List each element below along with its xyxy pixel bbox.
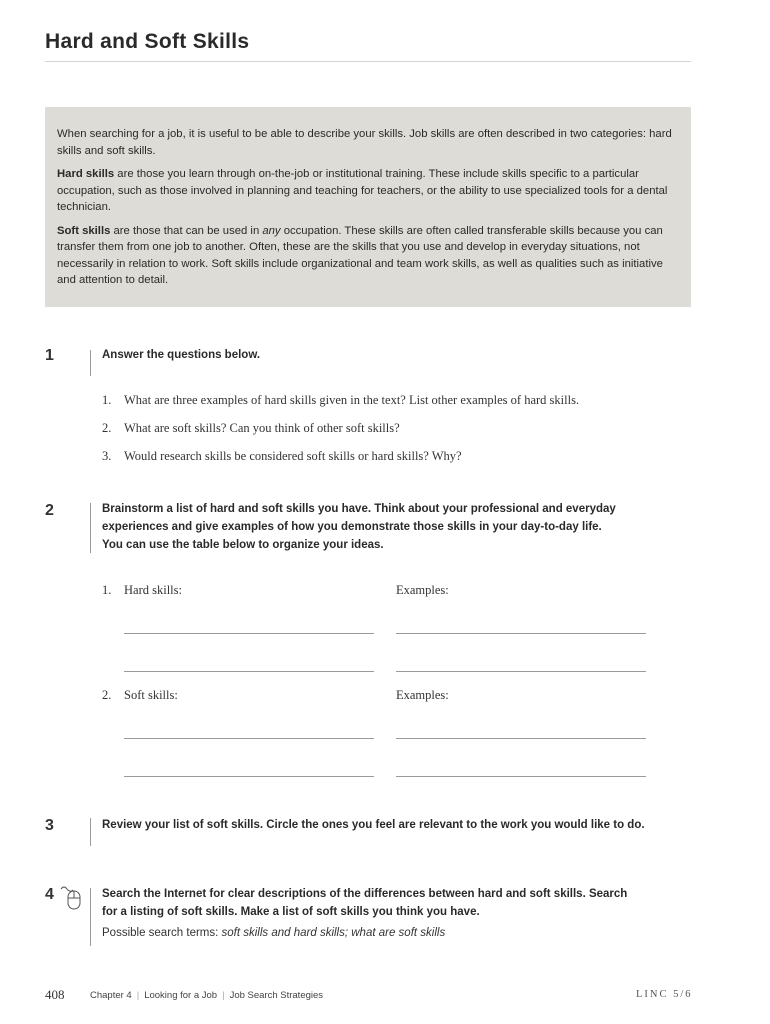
soft-skills-number: 2.	[102, 688, 112, 702]
activity-3-number: 3	[45, 817, 54, 834]
activity-2-number: 2	[45, 502, 54, 519]
question-1-text: What are three examples of hard skills given in the text? List other examples of hard skills.	[124, 393, 580, 407]
hard-skill-example-write-line-1[interactable]	[396, 633, 646, 634]
series-label: LINC 5/6	[636, 989, 693, 1000]
intro-paragraph-1: When searching for a job, it is useful to be able to describe your skills. Job skills are often described in two categories: hard skills and soft skills.	[57, 128, 672, 157]
activity-4-instruction-line-2: for a listing of soft skills. Make a list of soft skills you think you have.	[102, 906, 480, 918]
hard-skills-label: Hard skills:	[124, 583, 182, 597]
title-divider	[45, 61, 691, 62]
activity-2-divider	[90, 503, 91, 553]
page-title: Hard and Soft Skills	[45, 30, 250, 53]
hard-skills-term: Hard skills	[57, 168, 115, 180]
search-terms: Possible search terms: soft skills and hard skills; what are soft skills	[102, 927, 446, 939]
question-3-number: 3.	[102, 449, 112, 463]
soft-skill-write-line-1[interactable]	[124, 738, 374, 739]
soft-skill-example-write-line-2[interactable]	[396, 776, 646, 777]
hard-skills-number: 1.	[102, 583, 112, 597]
question-2-text: What are soft skills? Can you think of other soft skills?	[124, 421, 400, 435]
activity-2-instruction-line-3: You can use the table below to organize your ideas.	[102, 539, 384, 551]
soft-skills-label: Soft skills:	[124, 688, 178, 702]
intro-box	[45, 107, 691, 307]
activity-3-instruction: Review your list of soft skills. Circle the ones you feel are relevant to the work you would like to do.	[102, 819, 645, 831]
activity-2-instruction-line-1: Brainstorm a list of hard and soft skills you have. Think about your professional and everyday	[102, 503, 616, 515]
page-number: 408	[45, 987, 65, 1002]
intro-paragraph-2: Hard skills are those you learn through on-the-job or institutional training. These include skills specific to a particular occupation, such as those involved in planning and teaching for teachers, or the ability to use specialized tools for a dental technician.	[57, 168, 668, 213]
hard-skill-example-write-line-2[interactable]	[396, 671, 646, 672]
mouse-icon	[58, 883, 84, 913]
question-1-number: 1.	[102, 393, 112, 407]
soft-skill-write-line-2[interactable]	[124, 776, 374, 777]
activity-4-number: 4	[45, 886, 54, 903]
activity-4-instruction-line-1: Search the Internet for clear descriptions of the differences between hard and soft skills. Search	[102, 888, 628, 900]
hard-skill-write-line-1[interactable]	[124, 633, 374, 634]
activity-1-instruction: Answer the questions below.	[102, 349, 261, 361]
footer-breadcrumb: Chapter 4 | Looking for a Job | Job Search Strategies	[90, 990, 324, 1001]
activity-3-divider	[90, 818, 91, 846]
question-2-number: 2.	[102, 421, 112, 435]
soft-skills-term: Soft skills	[57, 224, 111, 237]
activity-4-divider	[90, 888, 91, 946]
hard-skill-write-line-2[interactable]	[124, 671, 374, 672]
soft-skills-examples-label: Examples:	[396, 688, 449, 702]
intro-paragraph-3: Soft skills are those that can be used in any occupation. These skills are often called transferable skills because you can transfer them from one job to another. Often, these are the skills that you use and develop in everyday situations, not necessarily in relation to work. Soft skills include organizational and team work skills, as well as qualities such as initiative and attention to detail.	[57, 224, 663, 286]
activity-1-number: 1	[45, 347, 54, 364]
question-3-text: Would research skills be considered soft skills or hard skills? Why?	[124, 449, 462, 463]
activity-2-instruction-line-2: experiences and give examples of how you demonstrate those skills in your day-to-day life.	[102, 521, 602, 533]
soft-skill-example-write-line-1[interactable]	[396, 738, 646, 739]
activity-1-divider	[90, 350, 91, 376]
hard-skills-examples-label: Examples:	[396, 583, 449, 597]
